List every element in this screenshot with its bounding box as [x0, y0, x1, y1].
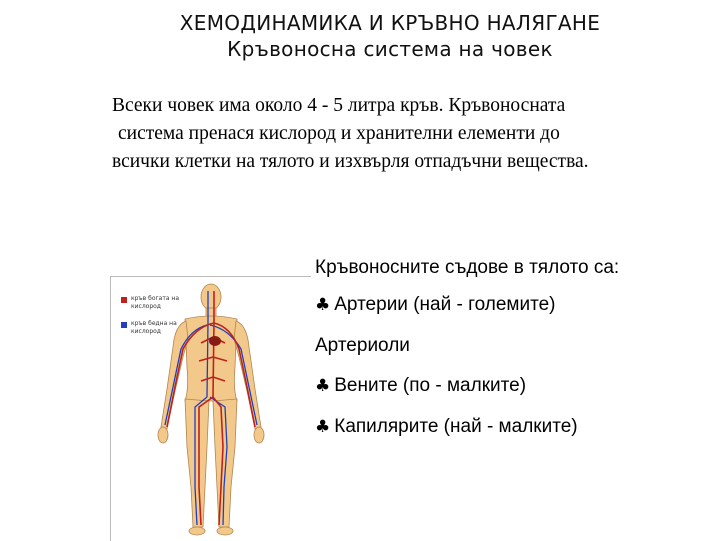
page-title — [90, 10, 690, 62]
legend-label: кръв бедна на кислород — [131, 320, 177, 335]
intro-line-2: система пренася кислород и хранителни елементи до — [118, 123, 560, 144]
list-item-text: Артерии (най - големите) — [334, 294, 556, 315]
legend-item-oxygen-rich — [121, 295, 191, 311]
intro-paragraph — [112, 92, 712, 176]
list-item — [315, 374, 695, 398]
legend-label: кръв богата на кислород — [131, 295, 179, 310]
intro-line-1: Всеки човек има около 4 - 5 литра кръв. Кръвоносната — [112, 95, 566, 116]
heart-icon — [209, 336, 221, 346]
legend-swatch-red — [121, 297, 127, 303]
list-item — [315, 334, 695, 357]
list-item-text: Вените (по - малките) — [334, 375, 527, 396]
club-bullet-icon: ♣ — [315, 417, 331, 437]
title-line-2: Кръвоносна система на човек — [227, 37, 553, 61]
circulatory-figure — [110, 276, 311, 541]
legend-swatch-blue — [121, 322, 127, 328]
list-item-text: Артериоли — [315, 335, 410, 356]
figure-legend — [121, 295, 191, 345]
legend-item-oxygen-poor — [121, 320, 191, 336]
list-item — [315, 415, 695, 439]
list-item-text: Капилярите (най - малките) — [334, 416, 578, 437]
title-line-1: ХЕМОДИНАМИКА И КРЪВНО НАЛЯГАНЕ — [179, 11, 601, 35]
vessels-heading: Кръвоносните съдове в тялото са: — [315, 257, 620, 278]
list-item — [315, 293, 695, 317]
club-bullet-icon: ♣ — [315, 295, 331, 315]
vessels-section — [315, 256, 695, 456]
intro-line-3: всички клетки на тялото и изхвърля отпадъчни вещества. — [112, 151, 589, 172]
club-bullet-icon: ♣ — [315, 376, 331, 396]
